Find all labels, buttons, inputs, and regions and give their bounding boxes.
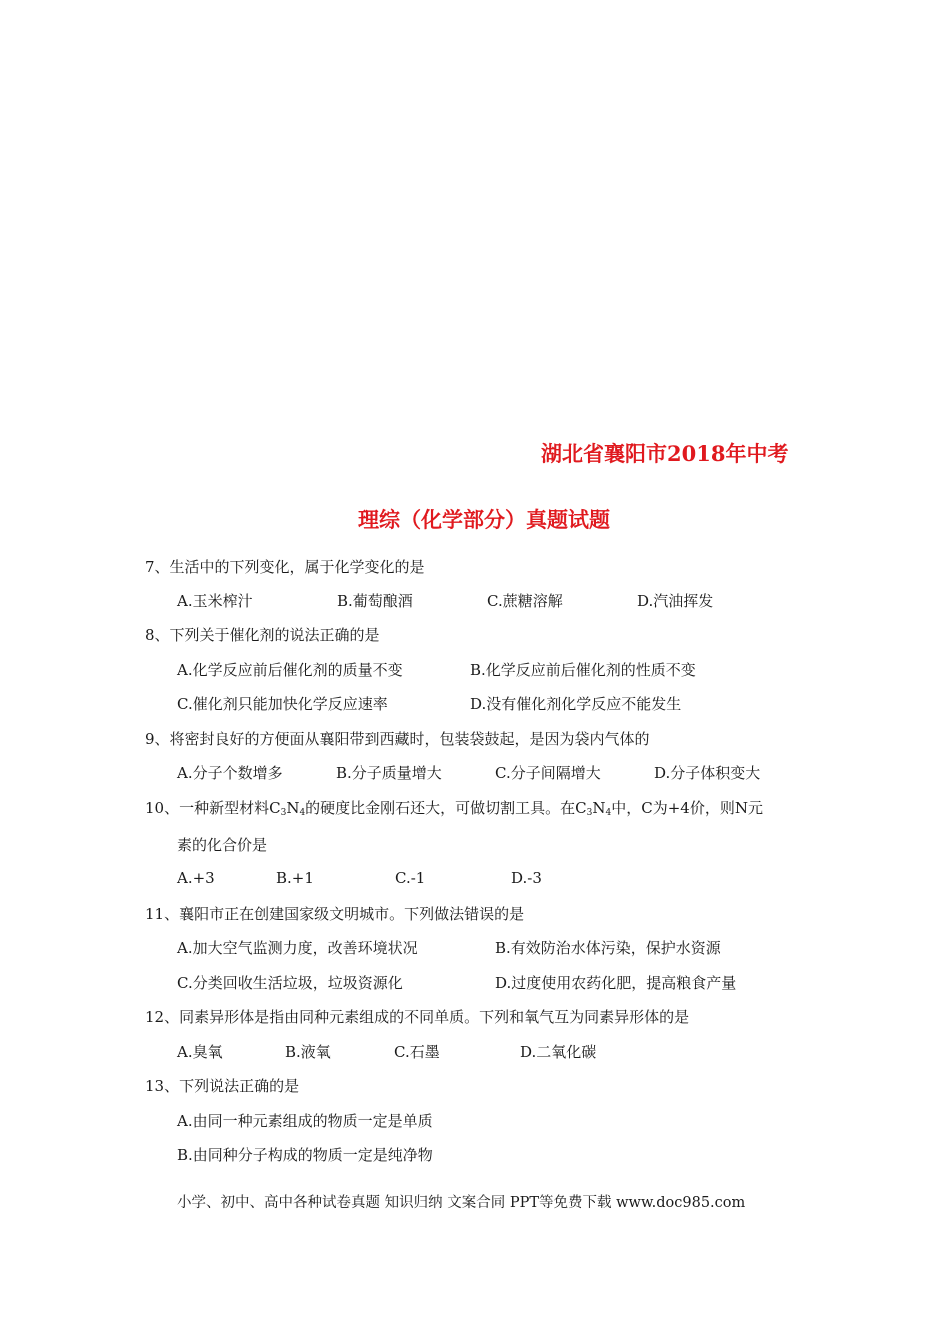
q10-stem-part1: 10、一种新型材料C	[145, 799, 281, 817]
q11-option-c: C.分类回收生活垃圾，垃圾资源化	[177, 974, 403, 992]
q9-option-a: A.分子个数增多	[177, 764, 283, 782]
q10-sub-4b: 4	[605, 808, 612, 818]
q10-option-a: A.+3	[177, 869, 215, 887]
question-13-option-b-row	[177, 1144, 877, 1166]
q10-sub-3b: 3	[586, 808, 593, 818]
q13-option-b: B.由同种分子构成的物质一定是纯净物	[177, 1146, 433, 1164]
question-7-stem: 7、生活中的下列变化，属于化学变化的是	[145, 558, 425, 576]
q11-option-b: B.有效防治水体污染，保护水资源	[495, 939, 721, 957]
q7-option-a: A.玉米榨汁	[177, 592, 253, 610]
q9-option-d: D.分子体积变大	[654, 764, 761, 782]
question-8-stem: 8、下列关于催化剂的说法正确的是	[145, 626, 380, 644]
question-13-stem: 13、下列说法正确的是	[145, 1077, 300, 1095]
document-title-line1: 湖北省襄阳市2018年中考	[541, 441, 789, 466]
q11-option-d: D.过度使用农药化肥，提高粮食产量	[495, 974, 737, 992]
q8-option-b: B.化学反应前后催化剂的性质不变	[470, 661, 696, 679]
q10-option-c: C.-1	[395, 869, 426, 887]
q9-option-b: B.分子质量增大	[336, 764, 442, 782]
q8-option-d: D.没有催化剂化学反应不能发生	[470, 695, 682, 713]
q10-stem-part2: N	[286, 799, 300, 817]
question-7-options	[177, 590, 877, 612]
q9-option-c: C.分子间隔增大	[495, 764, 601, 782]
question-9-options	[177, 762, 877, 784]
document-title-line2: 理综（化学部分）真题试题	[358, 507, 610, 532]
question-10-stem-continued: 素的化合价是	[177, 836, 268, 854]
q12-option-c: C.石墨	[394, 1043, 440, 1061]
q8-option-c: C.催化剂只能加快化学反应速率	[177, 695, 388, 713]
q10-stem-part3: 的硬度比金刚石还大，可做切割工具。在C	[305, 799, 587, 817]
q10-stem-part4: N	[592, 799, 606, 817]
question-13-option-a-row	[177, 1110, 877, 1132]
q10-sub-3a: 3	[280, 808, 287, 818]
q13-option-a: A.由同一种元素组成的物质一定是单质	[177, 1112, 433, 1130]
q10-stem-part5: 中，C为+4价，则N元	[611, 799, 763, 817]
question-11-options-row2	[177, 972, 877, 994]
question-10-stem	[145, 797, 763, 818]
footer-watermark-text: 小学、初中、高中各种试卷真题 知识归纳 文案合同 PPT等免费下载 www.doc985.com	[177, 1195, 746, 1211]
question-12-stem: 12、同素异形体是指由同种元素组成的不同单质。下列和氧气互为同素异形体的是	[145, 1008, 690, 1026]
question-8-options-row2	[177, 693, 877, 715]
question-9-stem: 9、将密封良好的方便面从襄阳带到西藏时，包装袋鼓起，是因为袋内气体的	[145, 730, 650, 748]
q7-option-d: D.汽油挥发	[637, 592, 714, 610]
question-10-options	[177, 869, 877, 891]
q10-option-d: D.-3	[511, 869, 542, 887]
q12-option-d: D.二氧化碳	[520, 1043, 597, 1061]
question-12-options	[177, 1041, 877, 1063]
q12-option-b: B.液氧	[285, 1043, 331, 1061]
q7-option-b: B.葡萄酿酒	[337, 592, 413, 610]
q11-option-a: A.加大空气监测力度，改善环境状况	[177, 939, 418, 957]
q10-sub-4a: 4	[299, 808, 306, 818]
question-11-options-row1	[177, 937, 877, 959]
question-11-stem: 11、襄阳市正在创建国家级文明城市。下列做法错误的是	[145, 905, 525, 923]
q8-option-a: A.化学反应前后催化剂的质量不变	[177, 661, 403, 679]
q12-option-a: A.臭氧	[177, 1043, 223, 1061]
question-8-options-row1	[177, 659, 877, 681]
q10-option-b: B.+1	[276, 869, 314, 887]
q7-option-c: C.蔗糖溶解	[487, 592, 563, 610]
